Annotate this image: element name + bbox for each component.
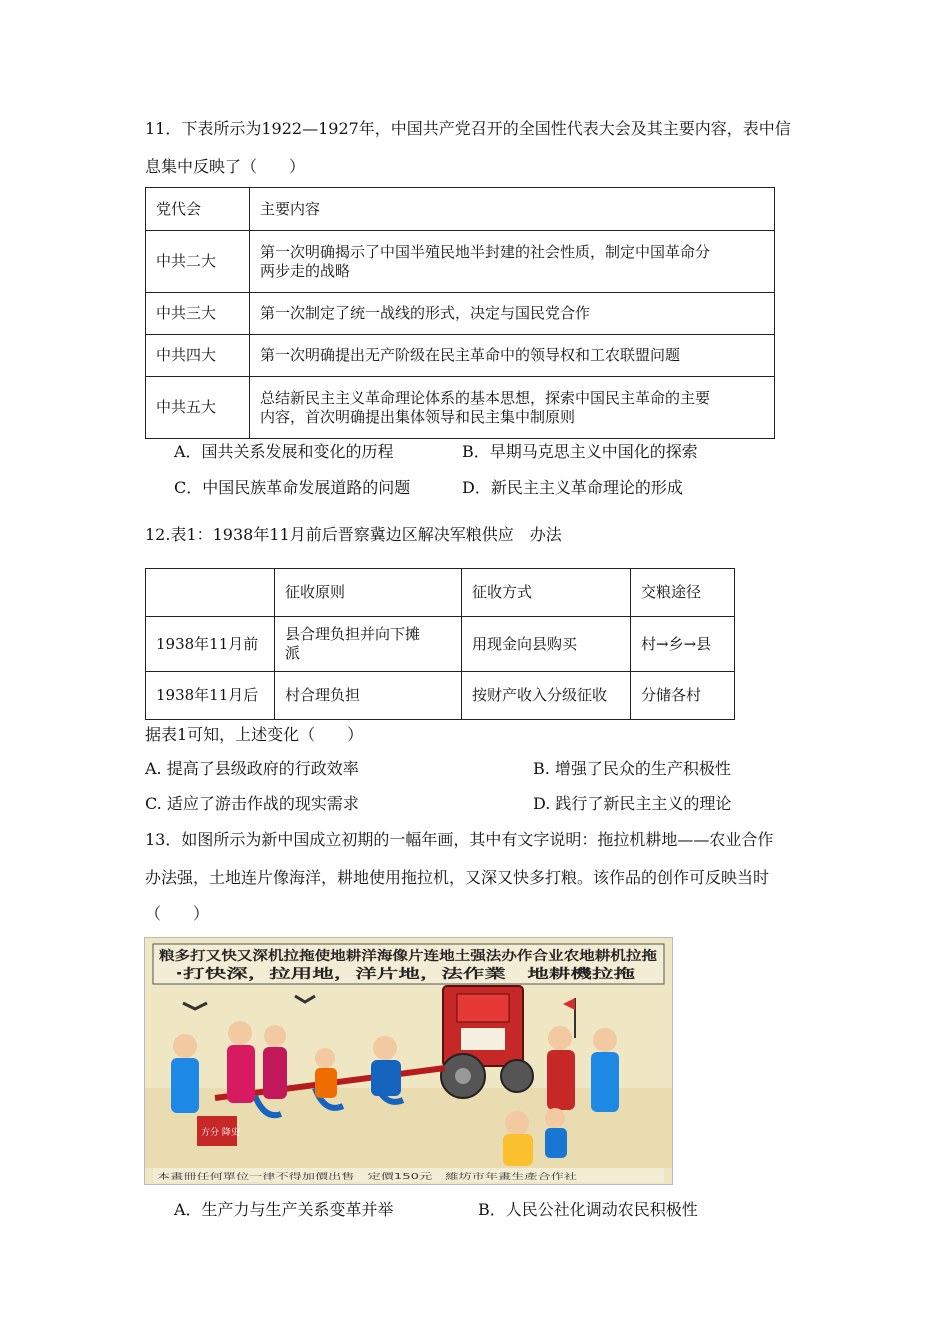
q11-stem-line-2: 息集中反映了（ ） [145, 157, 306, 176]
principle-cell: 村合理负担 [275, 672, 462, 720]
q12-table [145, 568, 735, 720]
principle-line: 派 [285, 644, 301, 662]
header-cell [146, 569, 275, 617]
q13-option-b[interactable]: B．人民公社化调动农民积极性 [478, 1200, 698, 1219]
principle-cell [275, 617, 462, 672]
table-header-row [146, 188, 775, 231]
q11-option-a[interactable]: A．国共关系发展和变化的历程 [174, 442, 394, 461]
q11-option-b[interactable]: B．早期马克思主义中国化的探索 [462, 442, 698, 461]
period-cell: 1938年11月后 [146, 672, 275, 720]
header-cell: 征收原则 [275, 569, 462, 617]
bird-icon [295, 996, 315, 1002]
congress-cell: 中共四大 [146, 335, 250, 377]
header-cell: 主要内容 [250, 188, 775, 231]
q11-stem-line-1: 11．下表所示为1922—1927年，中国共产党召开的全国性代表大会及其主要内容，表中信 [145, 119, 791, 138]
congress-cell: 中共五大 [146, 377, 250, 439]
q12-option-d[interactable]: D. 践行了新民主主义的理论 [533, 794, 732, 813]
q13-stem-line-2: 办法强，土地连片像海洋，耕地使用拖拉机，又深又快多打粮。该作品的创作可反映当时 [145, 868, 770, 887]
banner-row-1: 粮多打又快又深机拉拖使地耕洋海像片连地土强法办作合业农地耕机拉拖 [159, 949, 576, 964]
q11-option-c[interactable]: C．中国民族革命发展道路的问题 [174, 478, 411, 497]
method-cell: 按财产收入分级征收 [462, 672, 631, 720]
content-cell: 第一次明确提出无产阶级在民主革命中的领导权和工农联盟问题 [250, 335, 775, 377]
content-line: 两步走的战略 [260, 261, 351, 280]
painting-illustration [145, 938, 672, 1184]
period-cell: 1938年11月前 [146, 617, 275, 672]
route-cell: 分储各村 [631, 672, 735, 720]
table-row [146, 335, 775, 377]
banner-row-2: ·打快深，拉用地，洋片地，法作業 地耕機拉拖 [175, 967, 453, 982]
q13-stem-line-3: （ ） [145, 904, 210, 923]
congress-cell: 中共三大 [146, 293, 250, 335]
content-line: 第一次明确揭示了中国半殖民地半封建的社会性质，制定中国革命分 [260, 242, 711, 261]
content-line: 内容，首次明确提出集体领导和民主集中制原则 [260, 407, 576, 426]
q11-table [145, 187, 775, 439]
q12-caption: 12.表1：1938年11月前后晋察冀边区解决军粮供应 办法 [145, 525, 562, 544]
method-cell: 用现金向县购买 [462, 617, 631, 672]
bird-icon [183, 1003, 207, 1009]
table-row [146, 293, 775, 335]
q13-stem-line-1: 13．如图所示为新中国成立初期的一幅年画，其中有文字说明：拖拉机耕地——农业合作 [145, 830, 774, 849]
table-row [146, 231, 775, 293]
congress-cell: 中共二大 [146, 231, 250, 293]
route-cell: 村→乡→县 [631, 617, 735, 672]
table-row [146, 617, 735, 672]
q12-option-b[interactable]: B. 增强了民众的生产积极性 [533, 759, 731, 778]
stamp-text: 方分 降史 [201, 1128, 240, 1138]
content-cell [250, 377, 775, 439]
header-cell: 交粮途径 [631, 569, 735, 617]
header-cell: 征收方式 [462, 569, 631, 617]
table-header-row [146, 569, 735, 617]
painting-footer: 本畫冊任何單位一律不得加價出售 定價150元 維坊市年畫生產合作社 [157, 1172, 413, 1181]
q13-option-a[interactable]: A．生产力与生产关系变革并举 [174, 1200, 394, 1219]
red-flag-icon [563, 998, 575, 1010]
q12-option-a[interactable]: A. 提高了县级政府的行政效率 [145, 759, 359, 778]
content-line: 总结新民主主义革命理论体系的基本思想，探索中国民主革命的主要 [260, 388, 711, 407]
content-cell: 第一次制定了统一战线的形式，决定与国民党合作 [250, 293, 775, 335]
q11-option-d[interactable]: D．新民主主义革命理论的形成 [462, 478, 683, 497]
header-cell: 党代会 [146, 188, 250, 231]
new-year-painting-figure [144, 937, 673, 1185]
content-cell [250, 231, 775, 293]
table-row [146, 672, 735, 720]
principle-line: 县合理负担并向下摊 [285, 625, 421, 643]
q12-question: 据表1可知，上述变化（ ） [145, 725, 364, 744]
q12-option-c[interactable]: C. 适应了游击作战的现实需求 [145, 794, 359, 813]
table-row [146, 377, 775, 439]
